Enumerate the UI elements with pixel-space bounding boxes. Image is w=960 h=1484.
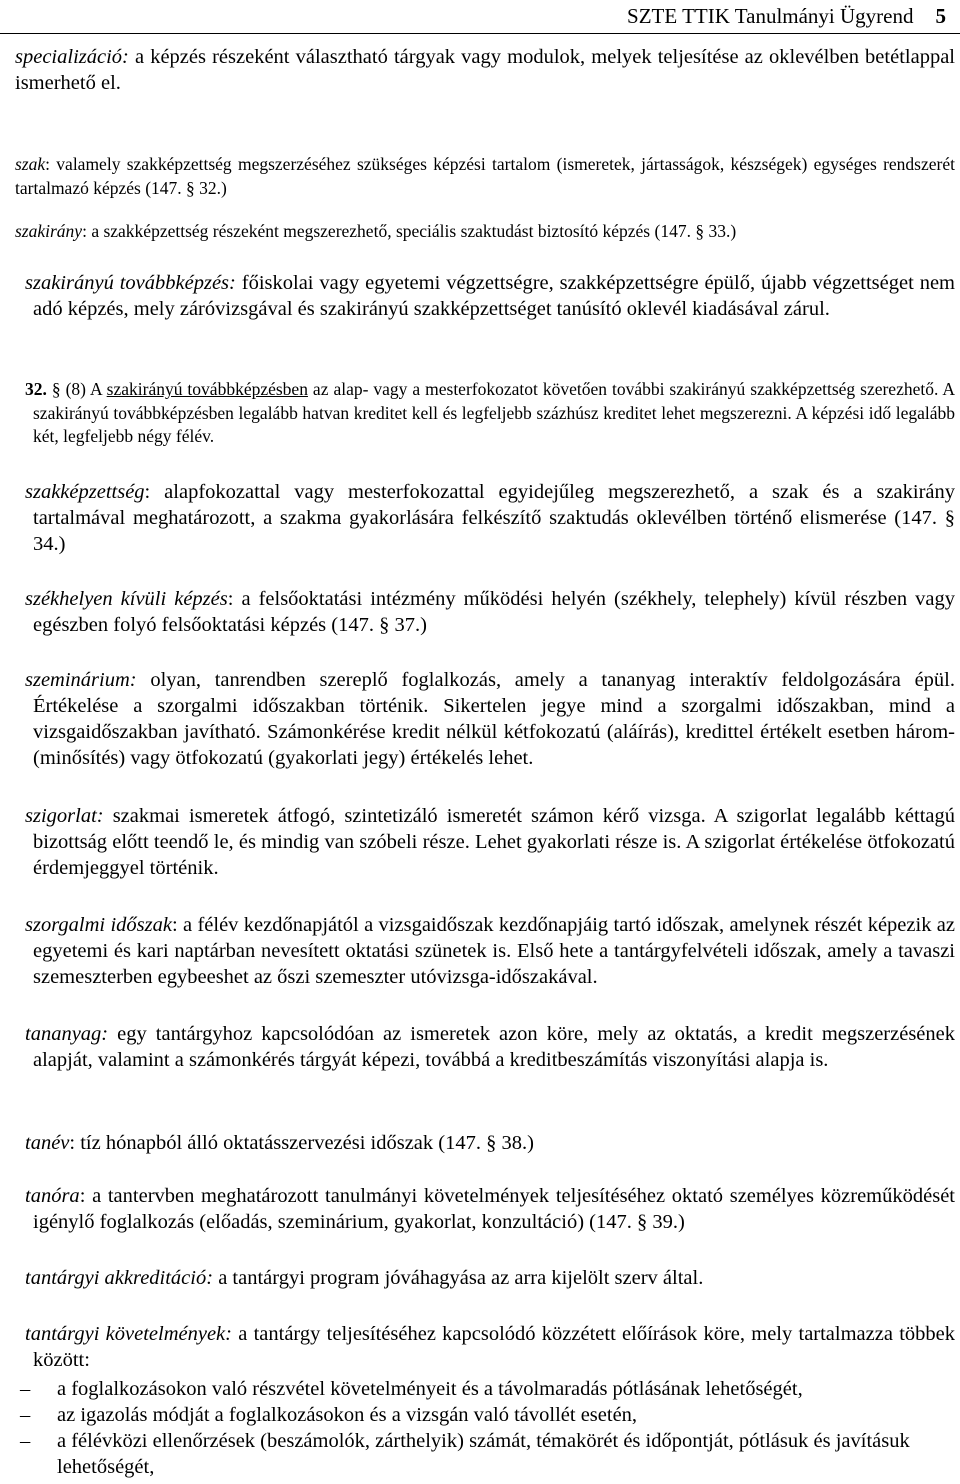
entry-szigorlat	[7, 803, 955, 881]
dash-bullet: –	[20, 1430, 31, 1452]
entry-term: szakképzettség	[25, 481, 145, 503]
law-number: 32.	[25, 379, 47, 399]
entry-text: szakmai ismeretek átfogó, szintetizáló ismeretét számon kérő vizsga. A szigorlat legalább kéttagú bizottság előtt teendő le, és mindig van szóbeli része. Lehet gyakorlati része is. A szigorlat értékelése ötfokozatú érdemjeggyel történik.	[33, 805, 955, 879]
law-link: szakirányú továbbképzésben	[106, 379, 308, 399]
entry-szakirany	[7, 220, 955, 244]
entry-text: : a szakképzettség részeként megszerezhető, speciális szaktudást biztosító képzés (147. § 33.)	[82, 221, 737, 241]
entry-szorgalmi-idoszak	[7, 912, 955, 990]
entry-text: : tíz hónapból álló oktatásszervezési időszak (147. § 38.)	[69, 1132, 534, 1154]
entry-text: olyan, tanrendben szereplő foglalkozás, amely a tananyag interaktív feldolgozására épül. Értékelése a szorgalmi időszakban történik. Sikertelen jegye mind a szorgalmi időszakban, mind a vizsgaidőszakban javítható. Számonkérése kredit nélkül kétfokozatú (aláírás), kredittel értékelt esetben három- (minősítés) vagy ötfokozatú (gyakorlati jegy) értékelés lehet.	[33, 669, 955, 769]
entry-term: specializáció:	[15, 46, 129, 68]
entry-term: székhelyen kívüli képzés	[25, 588, 228, 610]
entry-szeminarium	[7, 667, 955, 771]
law-text: az alap- vagy a mesterfokozatot követően további szakirányú szakképzettség szerezhető. A szakirányú továbbképzésben legalább hatvan kreditet kell és legfeljebb százhúsz kreditet lehet megszerezni. A képzési idő legalább két, legfeljebb négy félév.	[33, 379, 955, 446]
entry-term: tanóra	[25, 1185, 80, 1207]
entry-term: tananyag:	[25, 1023, 109, 1045]
page-number: 5	[935, 4, 946, 28]
entry-text: : a tantervben meghatározott tanulmányi követelmények teljesítéséhez oktató személyes közreműködését igénylő foglalkozás (előadás, szeminárium, gyakorlat, konzultáció) (147. § 39.)	[33, 1185, 955, 1233]
entry-text: egy tantárgyhoz kapcsolódóan az ismeretek azon köre, mely az oktatás, a kredit megszerzésének alapját, valamint a számonkérés tárgyát képezi, továbbá a kreditbeszámítás viszonyítási alapja is.	[33, 1023, 955, 1071]
entry-term: szakirányú továbbképzés:	[25, 272, 236, 294]
dash-bullet: –	[20, 1378, 31, 1400]
entry-term: szakirány	[15, 221, 83, 241]
entry-term: tantárgyi akkreditáció:	[25, 1267, 214, 1289]
header-rule	[0, 33, 960, 34]
entry-tanora	[7, 1183, 955, 1235]
entry-szakkepzettseg	[7, 479, 955, 557]
entry-tanev	[7, 1130, 955, 1156]
entry-text: a képzés részeként választható tárgyak vagy modulok, melyek teljesítése az oklevélben betétlappal ismerhető el.	[15, 46, 955, 94]
list-item	[7, 1428, 955, 1480]
dash-bullet: –	[20, 1404, 31, 1426]
entry-term: szak	[15, 154, 46, 174]
entry-tantargyi-kovetelmenyek	[7, 1321, 955, 1373]
entry-szakiranyu-tovabbkepzes	[7, 270, 955, 322]
law-citation	[7, 378, 955, 449]
entry-tantargyi-akkreditacio	[7, 1265, 955, 1291]
entry-specializacio	[7, 44, 955, 96]
entry-term: tantárgyi követelmények:	[25, 1323, 232, 1345]
list-item	[7, 1402, 955, 1428]
entry-text: a tantárgyi program jóváhagyása az arra kijelölt szerv által.	[213, 1267, 704, 1289]
page-header	[627, 4, 946, 29]
entry-szak	[7, 153, 955, 200]
list-item-text: a félévközi ellenőrzések (beszámolók, zárthelyik) számát, témakörét és időpontját, pótlásuk és javításuk lehetőségét,	[57, 1430, 910, 1478]
entry-text: : alapfokozattal vagy mesterfokozattal egyidejűleg megszerezhető, a szak és a szakirány tartalmával meghatározott, a szakma gyakorlására felkészítő szaktudás oklevélben történő elismerése (147. § 34.)	[33, 481, 955, 555]
entry-text: : a felsőoktatási intézmény működési helyén (székhely, telephely) kívül részben vagy egészben folyó felsőoktatási képzés (147. § 37.)	[33, 588, 955, 636]
entry-szekhelyen-kivuli	[7, 586, 955, 638]
law-prefix: § (8) A	[51, 379, 107, 399]
entry-term: szorgalmi időszak	[25, 914, 172, 936]
entry-text: főiskolai vagy egyetemi végzettségre, szakképzettségre épülő, újabb végzettséget nem adó képzés, mely záróvizsgával és szakirányú szakképzettséget tanúsító oklevél kiadásával zárul.	[33, 272, 955, 320]
entry-text: : valamely szakképzettség megszerzéséhez szükséges képzési tartalom (ismeretek, jártasságok, készségek) egységes rendszerét tartalmazó képzés (147. § 32.)	[15, 154, 955, 198]
requirements-list	[7, 1376, 955, 1480]
list-item-text: a foglalkozásokon való részvétel követelményeit és a távolmaradás pótlásának lehetőségét,	[57, 1378, 803, 1400]
list-item	[7, 1376, 955, 1402]
entry-text: : a félév kezdőnapjától a vizsgaidőszak kezdőnapjáig tartó időszak, amelynek részét képezik az egyetemi és kari naptárban nevesített oktatási szünetek is. Első hete a tantárgyfelvételi időszak, amely a tavaszi szemeszterben egybeeshet az őszi szemeszter utóvizsga-időszakával.	[33, 914, 955, 988]
header-title: SZTE TTIK Tanulmányi Ügyrend	[627, 4, 914, 28]
list-item-text: az igazolás módját a foglalkozásokon és a vizsgán való távollét esetén,	[57, 1404, 638, 1426]
entry-text: a tantárgy teljesítéséhez kapcsolódó közzétett előírások köre, mely tartalmazza többek között:	[33, 1323, 955, 1371]
entry-term: tanév	[25, 1132, 70, 1154]
entry-term: szigorlat:	[25, 805, 104, 827]
entry-tananyag	[7, 1021, 955, 1073]
entry-term: szeminárium:	[25, 669, 137, 691]
